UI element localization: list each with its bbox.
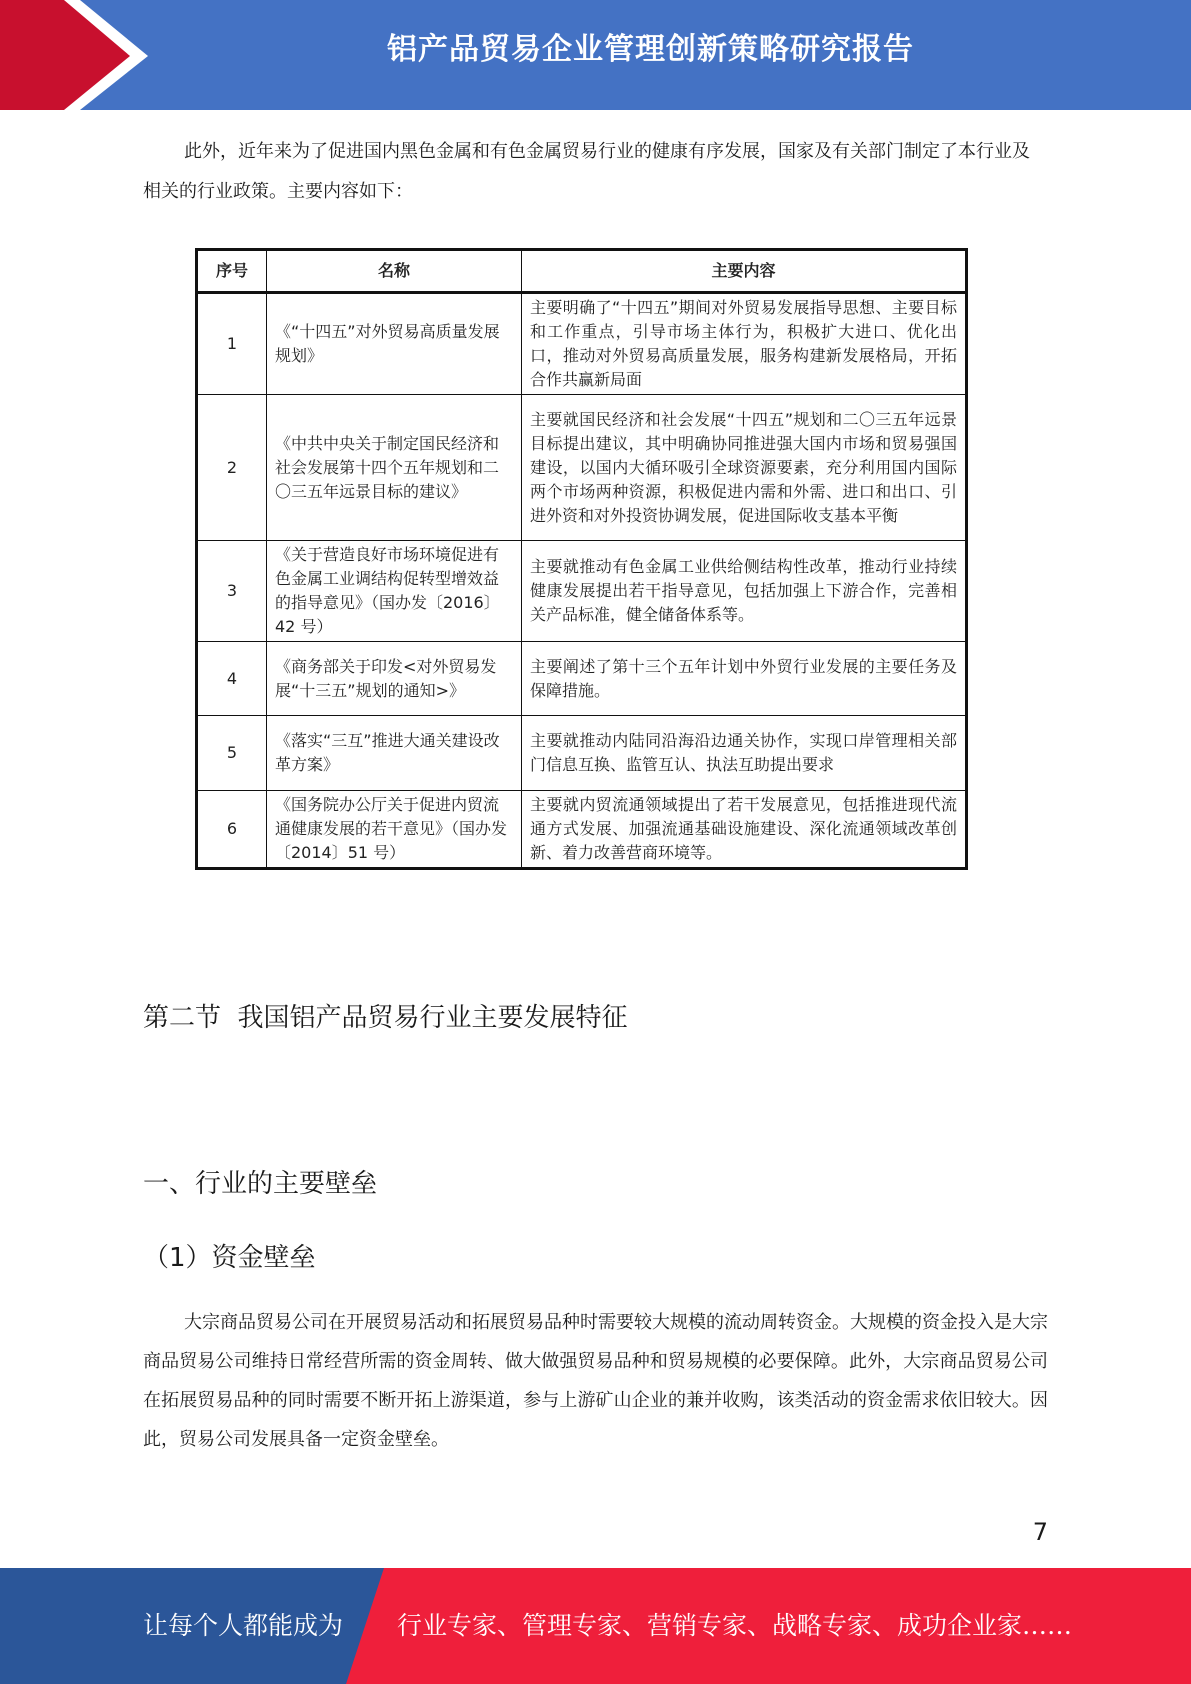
row-seq: 6 — [197, 791, 267, 869]
row-name: 《商务部关于印发<对外贸易发展“十三五”规划的通知>》 — [267, 642, 522, 716]
row-seq: 3 — [197, 541, 267, 642]
subsection-title: 一、行业的主要壁垒 — [143, 1169, 378, 1199]
table-header-row — [197, 250, 967, 293]
row-name: 《国务院办公厅关于促进内贸流通健康发展的若干意见》（国办发〔2014〕51 号） — [267, 791, 522, 869]
row-content: 主要阐述了第十三个五年计划中外贸行业发展的主要任务及保障措施。 — [522, 642, 967, 716]
table-row — [197, 642, 967, 716]
header-name: 名称 — [267, 250, 522, 293]
report-title: 铝产品贸易企业管理创新策略研究报告 — [387, 32, 914, 67]
row-content: 主要就推动有色金属工业供给侧结构性改革，推动行业持续健康发展提出若干指导意见，包括加强上下游合作，完善相关产品标准，健全储备体系等。 — [522, 541, 967, 642]
table-row — [197, 293, 967, 395]
row-content: 主要明确了“十四五”期间对外贸易发展指导思想、主要目标和工作重点，引导市场主体行为，积极扩大进口、优化出口，推动对外贸易高质量发展，服务构建新发展格局，开拓合作共赢新局面 — [522, 293, 967, 395]
header-banner — [0, 0, 1191, 110]
table-row — [197, 716, 967, 791]
footer-slogan-left: 让每个人都能成为 — [143, 1611, 344, 1640]
row-content: 主要就推动内陆同沿海沿边通关协作，实现口岸管理相关部门信息互换、监管互认、执法互助提出要求 — [522, 716, 967, 791]
row-seq: 2 — [197, 395, 267, 541]
table-row — [197, 395, 967, 541]
policy-table-container — [195, 248, 965, 870]
row-content: 主要就国民经济和社会发展“十四五”规划和二〇三五年远景目标提出建议，其中明确协同推进强大国内市场和贸易强国建设，以国内大循环吸引全球资源要素，充分利用国内国际两个市场两种资源，积极促进内需和外需、进口和出口、引进外资和对外投资协调发展，促进国际收支基本平衡 — [522, 395, 967, 541]
body-paragraph: 大宗商品贸易公司在开展贸易活动和拓展贸易品种时需要较大规模的流动周转资金。大规模的资金投入是大宗商品贸易公司维持日常经营所需的资金周转、做大做强贸易品种和贸易规模的必要保障。此外，大宗商品贸易公司在拓展贸易品种的同时需要不断开拓上游渠道，参与上游矿山企业的兼并收购，该类活动的资金需求依旧较大。因此，贸易公司发展具备一定资金壁垒。 — [143, 1312, 1048, 1450]
row-content: 主要就内贸流通领域提出了若干发展意见，包括推进现代流通方式发展、加强流通基础设施建设、深化流通领域改革创新、着力改善营商环境等。 — [522, 791, 967, 869]
table-row — [197, 541, 967, 642]
row-name: 《“十四五”对外贸易高质量发展规划》 — [267, 293, 522, 395]
intro-paragraph: 此外，近年来为了促进国内黑色金属和有色金属贸易行业的健康有序发展，国家及有关部门制定了本行业及相关的行业政策。主要内容如下： — [143, 141, 1030, 202]
row-seq: 5 — [197, 716, 267, 791]
subsubsection-title: （1）资金壁垒 — [143, 1243, 316, 1273]
row-name: 《中共中央关于制定国民经济和社会发展第十四个五年规划和二〇三五年远景目标的建议》 — [267, 395, 522, 541]
section-title: 第二节 我国铝产品贸易行业主要发展特征 — [143, 1003, 628, 1033]
footer-slogan-right: 行业专家、管理专家、营销专家、战略专家、成功企业家…… — [397, 1611, 1073, 1640]
row-seq: 4 — [197, 642, 267, 716]
header-seq: 序号 — [197, 250, 267, 293]
footer-banner — [0, 1568, 1191, 1684]
policy-table — [195, 248, 968, 870]
row-seq: 1 — [197, 293, 267, 395]
row-name: 《关于营造良好市场环境促进有色金属工业调结构促转型增效益的指导意见》（国办发〔2016〕42 号） — [267, 541, 522, 642]
header-content: 主要内容 — [522, 250, 967, 293]
header-chevron-decoration — [0, 0, 150, 110]
table-row — [197, 791, 967, 869]
page-number: 7 — [1032, 1518, 1048, 1546]
row-name: 《落实“三互”推进大通关建设改革方案》 — [267, 716, 522, 791]
